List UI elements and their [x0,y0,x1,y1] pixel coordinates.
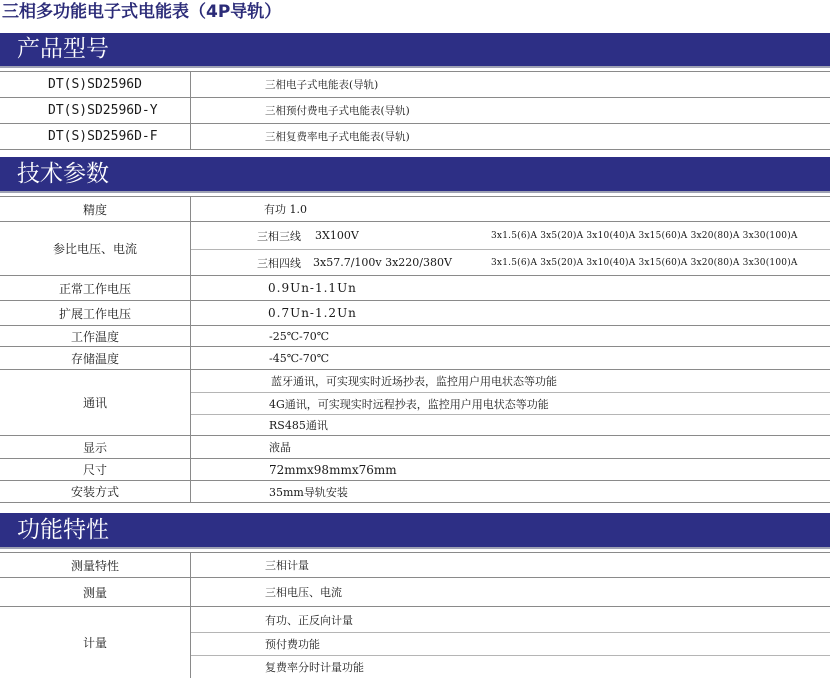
model-desc: 三相复费率电子式电能表(导轨) [265,131,410,143]
feature-row-measure-char [0,552,830,577]
spec-row-size [0,458,830,480]
spec-label: 显示 [0,436,191,458]
spec-row-extended-voltage [0,300,830,325]
spec-row-normal-voltage [0,275,830,300]
spec-row-reference [0,221,830,275]
spec-label: 精度 [0,197,191,221]
spec-label: 存储温度 [0,347,191,369]
model-desc: 三相预付费电子式电能表(导轨) [265,105,410,117]
spec-label: 工作温度 [0,326,191,346]
spec-value: -25℃-70℃ [269,329,330,343]
spec-row-display [0,435,830,458]
spec-row-accuracy [0,196,830,221]
spec-value: 0.7Un-1.2Un [268,306,357,320]
model-row [0,71,830,97]
model-code: DT(S)SD2596D-F [0,124,191,149]
feature-value: 三相电压、电流 [265,586,342,599]
model-code: DT(S)SD2596D-Y [0,98,191,123]
spec-value: 72mmx98mmx76mm [269,462,397,477]
wiring-type: 三相三线 [257,229,301,243]
feature-label: 计量 [0,607,191,678]
wiring-type: 三相四线 [257,256,301,270]
spec-value: -45℃-70℃ [269,351,330,365]
spec-row-comm [0,369,830,435]
table-divider [0,502,830,503]
spec-row-storage-temp [0,346,830,369]
spec-label: 安装方式 [0,481,191,502]
metering-item: 有功、正反向计量 [265,613,353,627]
current-ratings: 3x1.5(6)A 3x5(20)A 3x10(40)A 3x15(60)A 3x20(80)A 3x30(100)A [491,257,798,268]
metering-item: 复费率分时计量功能 [191,655,830,678]
model-row [0,97,830,123]
spec-label: 参比电压、电流 [0,222,191,275]
model-code: DT(S)SD2596D [0,72,191,97]
feature-row-measure [0,577,830,606]
section-header-specs: 技术参数 [0,157,830,191]
page-title: 三相多功能电子式电能表（4P导轨） [2,2,282,22]
comm-item: RS485通讯 [191,414,830,435]
feature-label: 测量特性 [0,553,191,577]
header-shadow [0,191,830,193]
header-shadow [0,66,830,68]
spec-row-work-temp [0,325,830,346]
header-shadow [0,547,830,549]
spec-value: 有功 1.0 [264,203,307,216]
reference-line-3p4w [191,249,830,275]
model-row [0,123,830,149]
comm-item: 蓝牙通讯，可实现实时近场抄表，监控用户用电状态等功能 [271,375,557,388]
spec-value: 液晶 [269,441,291,454]
spec-label: 通讯 [0,370,191,435]
spec-value: 0.9Un-1.1Un [268,281,357,295]
table-divider [0,149,830,150]
spec-value: 35mm导轨安装 [269,485,348,499]
reference-voltage: 3X100V [315,229,359,242]
current-ratings: 3x1.5(6)A 3x5(20)A 3x10(40)A 3x15(60)A 3x20(80)A 3x30(100)A [491,230,798,241]
comm-item: 4G通讯，可实现实时远程抄表，监控用户用电状态等功能 [191,392,830,414]
spec-label: 扩展工作电压 [0,301,191,325]
reference-line-3p3w [191,222,830,249]
feature-label: 测量 [0,578,191,606]
section-header-features: 功能特性 [0,513,830,547]
reference-voltage: 3x57.7/100v 3x220/380V [313,256,452,269]
metering-item: 预付费功能 [191,632,830,655]
spec-label: 尺寸 [0,459,191,480]
feature-row-metering [0,606,830,678]
spec-label: 正常工作电压 [0,276,191,300]
model-desc: 三相电子式电能表(导轨) [265,79,379,91]
feature-value: 三相计量 [265,559,309,572]
section-header-models: 产品型号 [0,33,830,66]
spec-row-install [0,480,830,502]
